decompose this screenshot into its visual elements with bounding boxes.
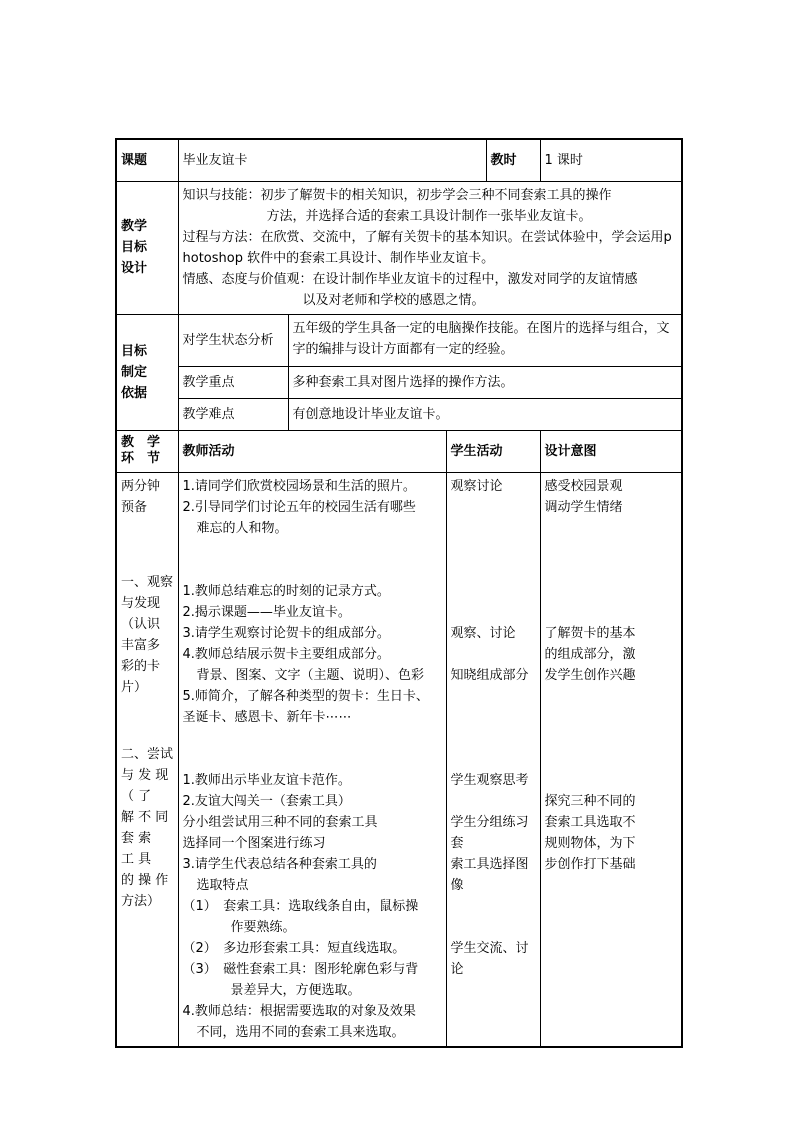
stage-observe: 一、观察 与发现 （认识 丰富多 彩的卡 片） xyxy=(121,574,174,695)
topic-title: 毕业友谊卡 xyxy=(178,139,486,181)
goal-knowledge-cont: 方法，并选择合适的套索工具设计制作一张毕业友谊卡。 xyxy=(266,208,592,224)
goal-emotion-cont: 以及对老师和学校的感恩之情。 xyxy=(302,292,485,308)
lesson-plan xyxy=(115,138,681,1048)
student-try-4: 学生交流、讨论 xyxy=(450,940,529,977)
stage-header: 教 学 环 节 xyxy=(116,430,178,472)
basis-value: 五年级的学生具备一定的电脑操作技能。在图片的选择与组合，文字的编排与设计方面都有一定的经验。 xyxy=(288,314,682,366)
teacher-activity-header: 教师活动 xyxy=(178,430,446,472)
basis-key: 教学重点 xyxy=(178,366,288,398)
stage-try: 二、尝试 与 发 现 （ 了 解 不 同 套 索 工 具 的 操 作 方法） xyxy=(121,746,174,909)
intent-observe: 了解贺卡的基本 的组成部分，激 发学生创作兴趣 xyxy=(544,625,636,683)
lesson-plan-table xyxy=(115,138,683,1048)
goal-process: 过程与方法：在欣赏、交流中，了解有关贺卡的基本知识。在尝试体验中，学会运用photoshop 软件中的套索工具设计、制作毕业友谊卡。 xyxy=(182,229,672,266)
student-try-2: 学生分组练习套 xyxy=(450,814,529,851)
teacher-warmup: 1.请同学们欣赏校园场景和生活的照片。 2.引导同学们讨论五年的校园生活有哪些 难忘的人和物。 xyxy=(182,478,416,536)
basis-row-3 xyxy=(116,398,682,430)
goal-knowledge: 知识与技能：初步了解贺卡的相关知识，初步学会三种不同套索工具的操作 xyxy=(182,187,612,203)
hours-value: 1 课时 xyxy=(540,139,682,181)
basis-label: 目标 制定 依据 xyxy=(116,314,178,430)
student-try-3: 索工具选择图像 xyxy=(450,856,529,893)
hours-label: 教时 xyxy=(486,139,540,181)
process-body-row xyxy=(116,472,682,1047)
teacher-observe: 1.教师总结难忘的时刻的记录方式。 2.揭示课题——毕业友谊卡。 3.请学生观察讨论贺卡的组成部分。 4.教师总结展示贺卡主要组成部分。 背景、图案、文字（主题、说明）、色彩 5.师简介，了解各种类型的贺卡：生日卡、 圣诞卡、感恩卡、新年卡⋯⋯ xyxy=(182,583,429,725)
goal-emotion: 情感、态度与价值观：在设计制作毕业友谊卡的过程中，激发对同学的友谊情感 xyxy=(182,271,638,287)
title-row xyxy=(116,139,682,181)
design-intent-header: 设计意图 xyxy=(540,430,682,472)
teacher-try: 1.教师出示毕业友谊卡范作。 2.友谊大闯关一（套索工具） 分小组尝试用三种不同的套索工具 选择同一个图案进行练习 3.请学生代表总结各种套索工具的 选取特点 （1） 套索工具：选取线条自由，鼠标操 作要熟练。 （2） 多边形套索工具：短直线选取。 （3） 磁性套索工具：图形轮廓色彩与背 景差异大，方便选取。 4.教师总结：根据需要选取的对象及效果 不同，选用不同的套索工具来选取。 xyxy=(182,772,419,1040)
stage-column xyxy=(116,472,178,1047)
basis-row-1 xyxy=(116,314,682,366)
topic-label: 课题 xyxy=(116,139,178,181)
student-activity-column xyxy=(446,472,540,1047)
stage-warmup: 两分钟 预备 xyxy=(121,478,161,515)
goals-content xyxy=(178,181,682,314)
goals-row xyxy=(116,181,682,314)
student-try-1: 学生观察思考 xyxy=(450,772,529,788)
teacher-activity-column xyxy=(178,472,446,1047)
basis-key: 教学难点 xyxy=(178,398,288,430)
basis-value: 多种套索工具对图片选择的操作方法。 xyxy=(288,366,682,398)
intent-try: 探究三种不同的 套索工具选取不 规则物体，为下 步创作打下基础 xyxy=(544,793,636,872)
basis-key: 对学生状态分析 xyxy=(178,314,288,366)
intent-warmup: 感受校园景观 调动学生情绪 xyxy=(544,478,623,515)
design-intent-column xyxy=(540,472,682,1047)
goals-label: 教学 目标 设计 xyxy=(116,181,178,314)
student-activity-header: 学生活动 xyxy=(446,430,540,472)
basis-value: 有创意地设计毕业友谊卡。 xyxy=(288,398,682,430)
student-warmup: 观察讨论 xyxy=(450,478,503,494)
student-observe-2: 知晓组成部分 xyxy=(450,667,529,683)
basis-row-2 xyxy=(116,366,682,398)
process-header-row xyxy=(116,430,682,472)
student-observe-1: 观察、讨论 xyxy=(450,625,516,641)
